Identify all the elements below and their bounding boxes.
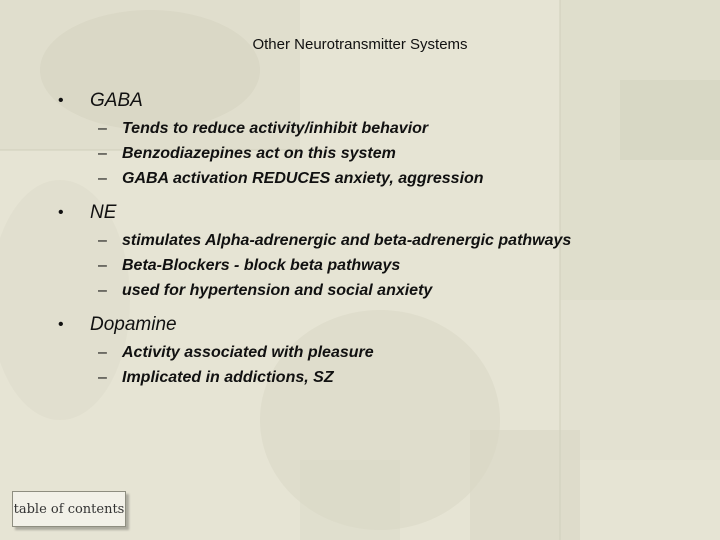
sub-text: Beta-Blockers - block beta pathways [122, 257, 401, 274]
sub-text: Benzodiazepines act on this system [122, 145, 396, 162]
sub-marker: – [98, 369, 107, 386]
sub-text: stimulates Alpha-adrenergic and beta-adrenergic pathways [122, 232, 572, 249]
bullet-marker: • [58, 204, 64, 221]
sub-marker: – [98, 232, 107, 249]
sub-list [58, 120, 698, 188]
bullet-marker: • [58, 92, 64, 109]
bullet-gaba [58, 90, 698, 188]
sub-marker: – [98, 344, 107, 361]
sub-item [58, 120, 698, 138]
bullet-text: NE [90, 202, 117, 223]
sub-item [58, 232, 698, 250]
sub-item [58, 170, 698, 188]
sub-text: Activity associated with pleasure [122, 344, 374, 361]
sub-marker: – [98, 282, 107, 299]
sub-marker: – [98, 120, 107, 137]
sub-item [58, 369, 698, 387]
bullet-text: Dopamine [90, 314, 177, 335]
sub-text: Implicated in addictions, SZ [122, 369, 334, 386]
sub-item [58, 344, 698, 362]
sub-item [58, 257, 698, 275]
bullet-ne [58, 202, 698, 300]
sub-text: used for hypertension and social anxiety [122, 282, 433, 299]
table-of-contents-button[interactable]: table of contents [12, 491, 126, 527]
sub-text: Tends to reduce activity/inhibit behavior [122, 120, 429, 137]
sub-item [58, 282, 698, 300]
slide-title: Other Neurotransmitter Systems [252, 36, 468, 53]
sub-item [58, 145, 698, 163]
bullet-dopamine [58, 314, 698, 387]
sub-list [58, 232, 698, 300]
bullet-list [58, 90, 698, 401]
sub-text: GABA activation REDUCES anxiety, aggression [122, 170, 484, 187]
sub-list [58, 344, 698, 387]
sub-marker: – [98, 257, 107, 274]
sub-marker: – [98, 170, 107, 187]
bullet-marker: • [58, 316, 64, 333]
sub-marker: – [98, 145, 107, 162]
bullet-text: GABA [90, 90, 143, 111]
